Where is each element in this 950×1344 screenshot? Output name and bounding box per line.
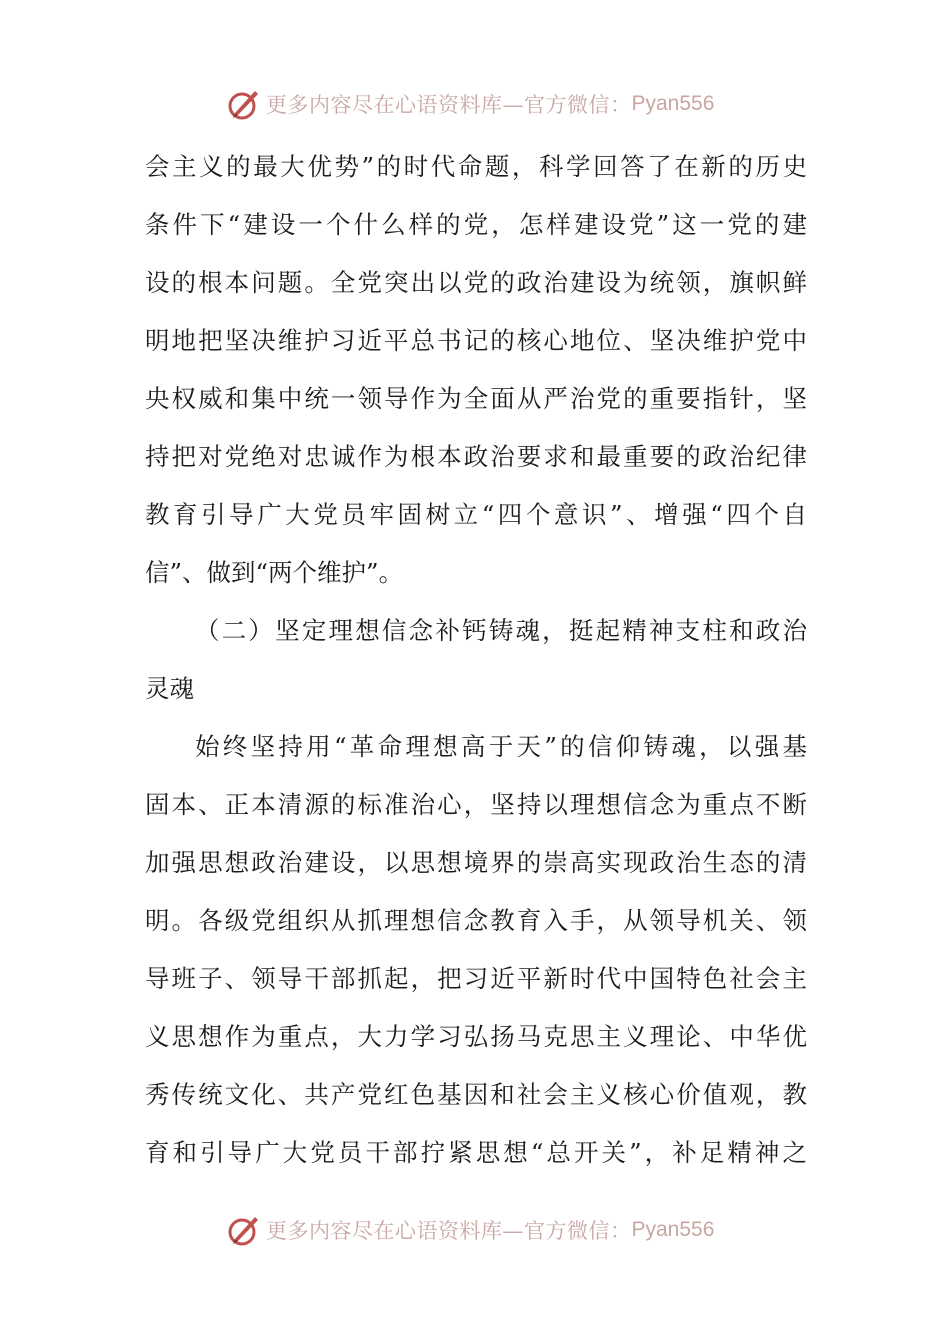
text-line: 央权威和集中统一领导作为全面从严治党的重要指针，坚 (145, 384, 807, 413)
text-line: 固本、正本清源的标准治心，坚持以理想信念为重点不断 (145, 790, 807, 819)
text-line: 明。各级党组织从抓理想信念教育入手，从领导机关、领 (145, 906, 807, 935)
text-line: 始终坚持用“革命理想高于天”的信仰铸魂，以强基 (195, 732, 807, 761)
text-line: 条件下“建设一个什么样的党，怎样建设党”这一党的建 (145, 210, 807, 239)
header-wechat-id: Pyan556 (631, 92, 715, 115)
text-line: 教育引导广大党员牢固树立“四个意识”、增强“四个自 (145, 500, 807, 529)
section-heading-line: 灵魂 (145, 674, 194, 703)
body-text (145, 138, 807, 1182)
text-line: 秀传统文化、共产党红色基因和社会主义核心价值观，教 (145, 1080, 807, 1109)
text-line: 育和引导广大党员干部拧紧思想“总开关”，补足精神之 (145, 1138, 807, 1167)
quill-logo-icon (226, 86, 262, 122)
text-line: 会主义的最大优势”的时代命题，科学回答了在新的历史 (145, 152, 807, 181)
footer-banner-text: 更多内容尽在心语资料库—官方微信： (266, 1219, 632, 1243)
header-banner-text: 更多内容尽在心语资料库—官方微信： (266, 93, 632, 117)
text-line: 义思想作为重点，大力学习弘扬马克思主义理论、中华优 (145, 1022, 807, 1051)
text-line: 信”、做到“两个维护”。 (145, 558, 404, 587)
text-line: 持把对党绝对忠诚作为根本政治要求和最重要的政治纪律 (145, 442, 807, 471)
quill-logo-icon (226, 1212, 262, 1248)
text-line: 明地把坚决维护习近平总书记的核心地位、坚决维护党中 (145, 326, 807, 355)
text-line: 加强思想政治建设，以思想境界的崇高实现政治生态的清 (145, 848, 807, 877)
text-line: 导班子、领导干部抓起，把习近平新时代中国特色社会主 (145, 964, 807, 993)
footer-banner (226, 1210, 714, 1250)
footer-wechat-id: Pyan556 (631, 1218, 715, 1241)
section-heading-line: （二）坚定理想信念补钙铸魂，挺起精神支柱和政治 (195, 616, 807, 645)
text-line: 设的根本问题。全党突出以党的政治建设为统领，旗帜鲜 (145, 268, 807, 297)
header-banner (226, 84, 714, 124)
